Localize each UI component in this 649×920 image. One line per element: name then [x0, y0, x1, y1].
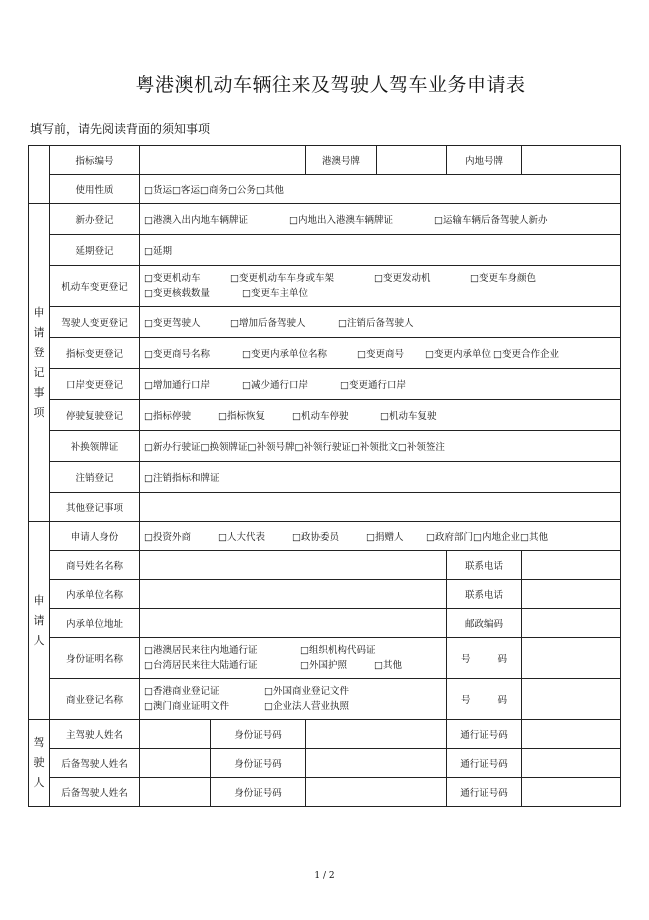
- reg-port-change-label: 口岸变更登记: [50, 369, 140, 400]
- reg-extend-label: 延期登记: [50, 235, 140, 266]
- id-number-field[interactable]: [522, 638, 621, 679]
- mainland-plate-label: 内地号牌: [447, 146, 522, 175]
- reg-option-add-port[interactable]: □增加通行口岸: [144, 380, 210, 391]
- driver-backup2-id-label: 身份证号码: [211, 778, 306, 807]
- reg-driver-change-label: 驾驶人变更登记: [50, 307, 140, 338]
- reg-other-field[interactable]: [140, 493, 621, 522]
- hkmo-plate-field[interactable]: [377, 146, 447, 175]
- driver-backup1-pass-field[interactable]: [522, 749, 621, 778]
- reg-option-index-resume[interactable]: □指标恢复: [218, 411, 265, 422]
- reg-option-change-company-no[interactable]: □变更商号: [357, 349, 404, 360]
- driver-main-name-field[interactable]: [140, 720, 211, 749]
- id-option-hkmo-permit[interactable]: □港澳居民来往内地通行证: [144, 645, 258, 656]
- reg-option-reissue-endorsement[interactable]: □补领签注: [397, 442, 445, 453]
- company-name-field[interactable]: [140, 551, 447, 580]
- reg-option-change-engine[interactable]: □变更发动机: [374, 273, 431, 284]
- usage-options: [140, 175, 621, 204]
- domestic-unit-name-label: 内承单位名称: [50, 580, 140, 609]
- identity-option-npc-deputy[interactable]: □人大代表: [218, 532, 265, 543]
- postal-code-field[interactable]: [522, 609, 621, 638]
- reg-option-change-company-name[interactable]: □变更商号名称: [144, 349, 210, 360]
- form-title: 粤港澳机动车辆往来及驾驶人驾车业务申请表: [135, 74, 526, 96]
- index-row: [29, 146, 621, 175]
- driver-main-row: [29, 720, 621, 749]
- driver-backup1-name-label: 后备驾驶人姓名: [50, 749, 140, 778]
- identity-option-government[interactable]: □政府部门: [426, 532, 473, 543]
- reg-option-backup-driver-new[interactable]: □运输车辆后备驾驶人新办: [434, 215, 548, 226]
- driver-main-pass-label: 通行证号码: [447, 720, 522, 749]
- identity-option-mainland-enterprise[interactable]: □内地企业: [472, 532, 520, 543]
- index-no-label: 指标编号: [50, 146, 140, 175]
- reg-option-reissue-license[interactable]: □补领行驶证: [294, 442, 351, 453]
- reg-option-reissue-approval[interactable]: □补领批文: [350, 442, 398, 453]
- reg-option-cancel-index-plate[interactable]: □注销指标和牌证: [144, 473, 220, 484]
- index-no-field[interactable]: [140, 146, 306, 175]
- reg-vehicle-change-label: 机动车变更登记: [50, 266, 140, 307]
- id-document-label: 身份证明名称: [50, 638, 140, 679]
- identity-option-investor[interactable]: □投资外商: [144, 532, 191, 543]
- biz-option-foreign-registration[interactable]: □外国商业登记文件: [264, 686, 349, 697]
- reg-new-row: [29, 204, 621, 235]
- contact-phone2-field[interactable]: [522, 580, 621, 609]
- usage-option-other[interactable]: □其他: [255, 185, 284, 196]
- reg-option-change-unit-name[interactable]: □变更内承单位名称: [242, 349, 327, 360]
- identity-option-cppcc-member[interactable]: □政协委员: [292, 532, 339, 543]
- driver-backup2-name-label: 后备驾驶人姓名: [50, 778, 140, 807]
- driver-backup1-id-label: 身份证号码: [211, 749, 306, 778]
- domestic-unit-name-row: [29, 580, 621, 609]
- driver-main-pass-field[interactable]: [522, 720, 621, 749]
- id-option-taiwan-permit[interactable]: □台湾居民来往大陆通行证: [144, 660, 258, 671]
- reg-option-hkmo-to-mainland[interactable]: □港澳入出内地车辆牌证: [144, 215, 248, 226]
- biz-number-label: 号 码: [447, 679, 522, 720]
- business-registration-row: [29, 679, 621, 720]
- reg-other-row: [29, 493, 621, 522]
- usage-label: 使用性质: [50, 175, 140, 204]
- id-option-foreign-passport[interactable]: □外国护照: [300, 660, 347, 671]
- domestic-unit-name-field[interactable]: [140, 580, 447, 609]
- reg-driver-change-row: [29, 307, 621, 338]
- reg-suspend-label: 停驶复驶登记: [50, 400, 140, 431]
- business-registration-label: 商业登记名称: [50, 679, 140, 720]
- id-option-other[interactable]: □其他: [374, 660, 402, 671]
- hkmo-plate-label: 港澳号牌: [306, 146, 377, 175]
- reg-option-vehicle-resume[interactable]: □机动车复驶: [380, 411, 437, 422]
- reg-option-change-unit[interactable]: □变更内承单位: [425, 349, 491, 360]
- usage-option-freight[interactable]: □货运: [144, 185, 172, 196]
- domestic-unit-address-row: [29, 609, 621, 638]
- id-option-org-code[interactable]: □组织机构代码证: [300, 645, 376, 656]
- reg-option-renew-plate[interactable]: □换领牌证: [200, 442, 248, 453]
- driver-backup1-row: [29, 749, 621, 778]
- reg-suspend-row: [29, 400, 621, 431]
- reg-option-change-capacity[interactable]: □变更核载数量: [144, 288, 210, 299]
- application-form-table: [28, 145, 621, 807]
- reg-option-index-suspend[interactable]: □指标停驶: [144, 411, 191, 422]
- reg-option-mainland-to-hkmo[interactable]: □内地出入港澳车辆牌证: [289, 215, 393, 226]
- company-name-row: [29, 551, 621, 580]
- contact-phone-field[interactable]: [522, 551, 621, 580]
- reg-option-change-driver[interactable]: □变更驾驶人: [144, 318, 201, 329]
- driver-backup2-row: [29, 778, 621, 807]
- identity-option-donor[interactable]: □捐赠人: [366, 532, 404, 543]
- biz-number-field[interactable]: [522, 679, 621, 720]
- reg-option-change-color[interactable]: □变更车身颜色: [470, 273, 536, 284]
- reg-option-reduce-port[interactable]: □减少通行口岸: [242, 380, 308, 391]
- contact-phone-label: 联系电话: [447, 551, 522, 580]
- usage-option-official[interactable]: □公务: [227, 185, 256, 196]
- reg-reissue-row: [29, 431, 621, 462]
- identity-option-other[interactable]: □其他: [519, 532, 548, 543]
- driver-main-id-field[interactable]: [306, 720, 447, 749]
- form-instruction: 填写前，请先阅读背面的须知事项: [30, 122, 211, 136]
- driver-section-label: 驾 驶 人: [29, 720, 50, 807]
- driver-backup2-id-field[interactable]: [306, 778, 447, 807]
- usage-option-business[interactable]: □商务: [199, 185, 228, 196]
- usage-option-passenger[interactable]: □客运: [171, 185, 200, 196]
- reg-cancel-label: 注销登记: [50, 462, 140, 493]
- domestic-unit-address-label: 内承单位地址: [50, 609, 140, 638]
- reg-option-extend[interactable]: □延期: [144, 246, 172, 257]
- mainland-plate-field[interactable]: [522, 146, 621, 175]
- biz-option-macau-certificate[interactable]: □澳门商业证明文件: [144, 701, 229, 712]
- driver-backup1-pass-label: 通行证号码: [447, 749, 522, 778]
- reg-option-change-partner[interactable]: □变更合作企业: [493, 349, 559, 360]
- reg-port-change-row: [29, 369, 621, 400]
- reg-option-cancel-backup-driver[interactable]: □注销后备驾驶人: [338, 318, 414, 329]
- registration-section-label: 申 请 登 记 事 项: [29, 204, 50, 522]
- domestic-unit-address-field[interactable]: [140, 609, 447, 638]
- reg-option-new-license[interactable]: □新办行驶证: [144, 442, 201, 453]
- applicant-identity-label: 申请人身份: [50, 522, 140, 551]
- driver-main-name-label: 主驾驶人姓名: [50, 720, 140, 749]
- reg-new-label: 新办登记: [50, 204, 140, 235]
- reg-index-change-row: [29, 338, 621, 369]
- reg-option-change-owner[interactable]: □变更车主单位: [242, 288, 308, 299]
- id-document-row: [29, 638, 621, 679]
- reg-option-change-body-frame[interactable]: □变更机动车车身或车架: [230, 273, 334, 284]
- usage-row: [29, 175, 621, 204]
- top-section-label: [29, 146, 50, 204]
- biz-option-business-license[interactable]: □企业法人营业执照: [264, 701, 349, 712]
- driver-backup2-pass-field[interactable]: [522, 778, 621, 807]
- reg-option-reissue-plate[interactable]: □补领号牌: [247, 442, 295, 453]
- driver-backup1-name-field[interactable]: [140, 749, 211, 778]
- page-number: 1 / 2: [314, 871, 335, 881]
- reg-vehicle-change-row: [29, 266, 621, 307]
- reg-cancel-row: [29, 462, 621, 493]
- reg-index-change-label: 指标变更登记: [50, 338, 140, 369]
- driver-backup2-name-field[interactable]: [140, 778, 211, 807]
- driver-backup1-id-field[interactable]: [306, 749, 447, 778]
- reg-other-label: 其他登记事项: [50, 493, 140, 522]
- reg-option-vehicle-suspend[interactable]: □机动车停驶: [292, 411, 349, 422]
- driver-backup2-pass-label: 通行证号码: [447, 778, 522, 807]
- driver-main-id-label: 身份证号码: [211, 720, 306, 749]
- postal-code-label: 邮政编码: [447, 609, 522, 638]
- reg-option-change-port[interactable]: □变更通行口岸: [340, 380, 406, 391]
- reg-option-change-vehicle[interactable]: □变更机动车: [144, 273, 201, 284]
- reg-extend-row: [29, 235, 621, 266]
- applicant-identity-row: [29, 522, 621, 551]
- reg-option-add-backup-driver[interactable]: □增加后备驾驶人: [230, 318, 306, 329]
- company-name-label: 商号姓名名称: [50, 551, 140, 580]
- reg-reissue-label: 补换领牌证: [50, 431, 140, 462]
- applicant-section-label: 申 请 人: [29, 522, 50, 720]
- id-number-label: 号 码: [447, 638, 522, 679]
- contact-phone2-label: 联系电话: [447, 580, 522, 609]
- biz-option-hk-registration[interactable]: □香港商业登记证: [144, 686, 220, 697]
